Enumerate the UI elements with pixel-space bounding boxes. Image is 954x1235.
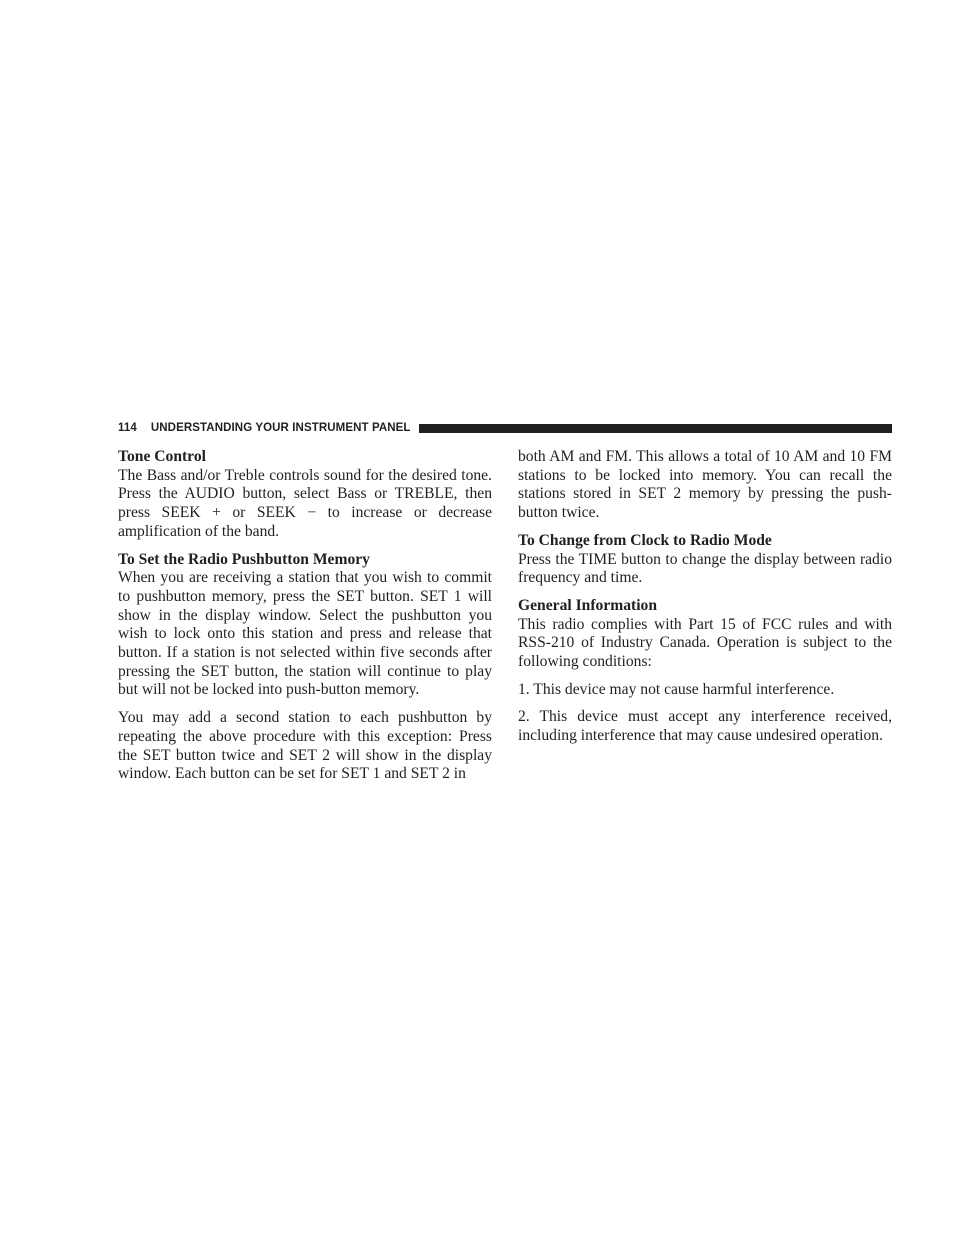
tone-control-body: The Bass and/or Treble controls sound for the desired tone. Press the AUDIO button, select Bass or TREBLE, then press SEEK + or SEEK − to increase or decrease amplification of the band.: [118, 466, 492, 540]
left-column: [118, 448, 492, 793]
clock-mode-heading: To Change from Clock to Radio Mode: [518, 531, 772, 549]
pushbutton-memory-continued: both AM and FM. This allows a total of 10 AM and 10 FM stations to be locked into memory. You can recall the stations stored in SET 2 memory by pressing the push-button twice.: [518, 448, 892, 522]
pushbutton-memory-body-1: When you are receiving a station that you wish to commit to pushbutton memory, press the SET button. SET 1 will show in the display window. Select the pushbutton you wish to lock onto this station and press and release that button. If a station is not selected within five seconds after pressing the SET button, the station will continue to play but will not be locked into push-button memory.: [118, 569, 492, 699]
page-header: [118, 420, 892, 436]
clock-mode-body: Press the TIME button to change the display between radio frequency and time.: [518, 550, 892, 587]
page-number: 114: [118, 422, 137, 434]
tone-control-heading: Tone Control: [118, 448, 206, 465]
pushbutton-memory-heading: To Set the Radio Pushbutton Memory: [118, 550, 370, 568]
right-column: [518, 448, 892, 755]
general-information-heading: General Information: [518, 596, 658, 614]
condition-item-2: 2. This device must accept any interference received, including interference that may cause undesired operation.: [518, 708, 892, 745]
section-title: UNDERSTANDING YOUR INSTRUMENT PANEL: [150, 422, 411, 434]
condition-item-1: 1. This device may not cause harmful interference.: [518, 680, 835, 698]
general-information-body: This radio complies with Part 15 of FCC rules and with RSS-210 of Industry Canada. Operation is subject to the following conditions:: [518, 615, 892, 671]
header-rule: [419, 424, 892, 433]
pushbutton-memory-body-2: You may add a second station to each pushbutton by repeating the above procedure with this exception: Press the SET button twice and SET 2 will show in the display window. Each button can be set for SET 1 and SET 2 in: [118, 709, 492, 783]
